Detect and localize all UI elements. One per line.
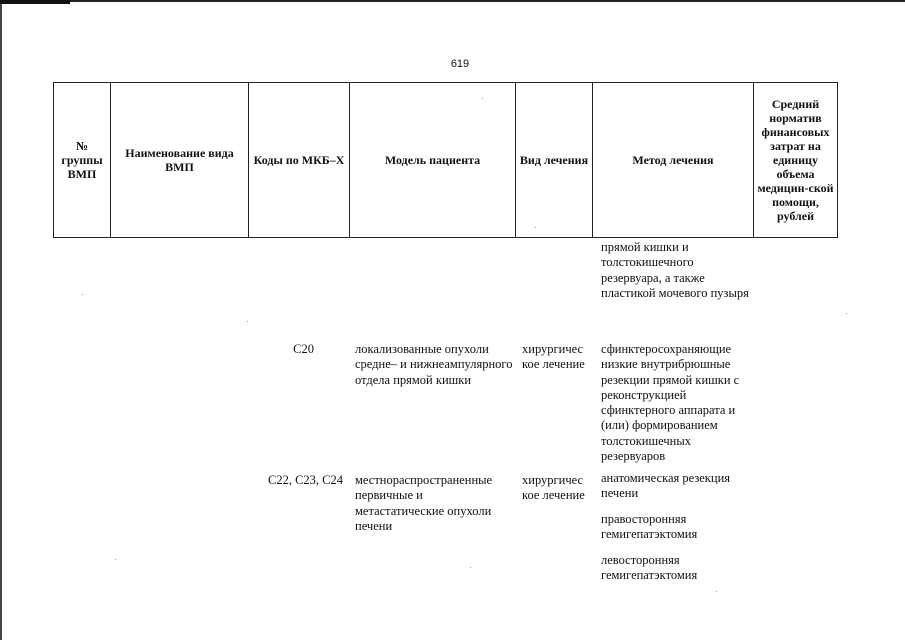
treatment-type-text: хирургичес кое лечение <box>522 473 585 503</box>
scan-edge-left <box>0 0 2 640</box>
header-patient-model: Модель пациента <box>350 83 516 238</box>
method-text: прямой кишки и толстокишечного резервуара, а также пластикой мочевого пузыря <box>601 240 749 300</box>
scan-speck <box>716 591 717 592</box>
method-text: правосторонняя гемигепатэктомия <box>601 512 698 542</box>
scan-speck <box>482 98 483 99</box>
patient-model-text: местнораспространенные первичные и метастатические опухоли печени <box>355 473 493 533</box>
method-text: левосторонняя гемигепатэктомия <box>601 553 698 583</box>
header-average-cost: Средний норматив финансовых затрат на единицу объема медицин-ской помощи, рублей <box>754 83 838 238</box>
scan-speck <box>846 313 847 314</box>
icd-code: C20 <box>293 342 314 356</box>
header-treatment-method: Метод лечения <box>593 83 754 238</box>
header-treatment-type: Вид лечения <box>516 83 593 238</box>
scan-speck <box>470 567 471 568</box>
method-text: анатомическая резекция печени <box>601 471 731 501</box>
scan-corner-mark <box>0 0 70 4</box>
patient-model-text: локализованные опухоли средне– и нижнеампулярного отдела прямой кишки <box>355 342 513 387</box>
icd-code: C22, C23, C24 <box>267 473 343 487</box>
method-text: сфинктеросохраняющие низкие внутрибрюшные резекции прямой кишки с реконструкцией сфинктерного аппарата и (или) формированием толстокишечных резервуаров <box>601 342 740 464</box>
scan-speck <box>247 321 248 322</box>
scan-speck <box>535 227 536 228</box>
table-header <box>53 82 838 238</box>
page-number: 619 <box>450 58 470 70</box>
header-vmp-name: Наименование вида ВМП <box>111 83 249 238</box>
header-group-number: № группы ВМП <box>54 83 111 238</box>
header-icd-codes: Коды по МКБ–X <box>249 83 350 238</box>
scan-speck <box>115 559 116 560</box>
treatment-type-text: хирургичес кое лечение <box>522 342 585 372</box>
scan-edge-top <box>0 0 905 2</box>
scan-speck <box>82 294 83 295</box>
